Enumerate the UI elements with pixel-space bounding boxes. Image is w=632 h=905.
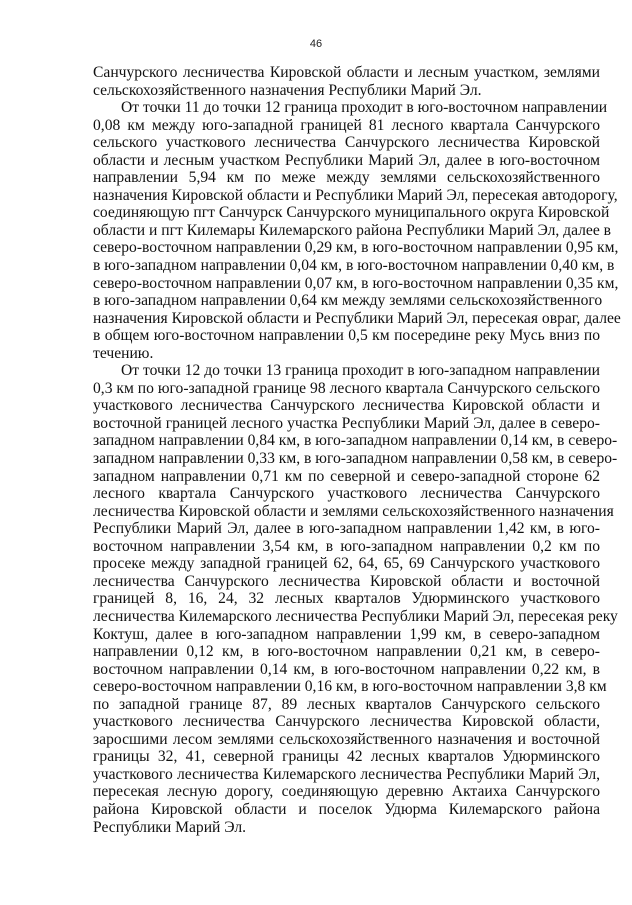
text-line: соединяющую пгт Санчурск Санчурского муниципального округа Кировской: [93, 204, 610, 222]
text-line: по западной границе 87, 89 лесных кварталов Санчурского сельского: [93, 695, 600, 713]
text-line: района Кировской области и поселок Удюрма Килемарского района: [93, 800, 600, 818]
text-line: в юго-западном направлении 0,04 км, в юго-восточном направлении 0,40 км, в: [93, 257, 615, 275]
text-line: в общем юго-восточном направлении 0,5 км посередине реку Мусь вниз по: [93, 327, 600, 345]
text-line: лесного квартала Санчурского участкового лесничества Санчурского: [93, 485, 600, 503]
paragraph: [93, 64, 600, 99]
text-line: западном направлении 0,84 км, в юго-западном направлении 0,14 км, в северо-: [93, 432, 618, 450]
page-number: 46: [309, 38, 323, 50]
text-line: Республики Марий Эл.: [93, 818, 247, 836]
text-line: назначения Кировской области и Республики Марий Эл, пересекая овраг, далее: [93, 309, 621, 327]
text-line: восточной границей лесного участка Республики Марий Эл, далее в северо-: [93, 414, 600, 432]
text-line: лесничества Кировской области и землями сельскохозяйственного назначения: [93, 502, 614, 520]
text-line: назначения Кировской области и Республики Марий Эл, пересекая автодорогу,: [93, 186, 618, 204]
paragraph: [93, 99, 621, 362]
text-line: области и пгт Килемары Килемарского района Республики Марий Эл, далее в: [93, 221, 612, 239]
text-line: просеке между западной границей 62, 64, 65, 69 Санчурского участкового: [93, 555, 600, 573]
text-line: направлении 0,12 км, в юго-восточном направлении 0,21 км, в северо-: [93, 643, 600, 661]
text-line: направлении 5,94 км по меже между землями сельскохозяйственного: [93, 169, 600, 187]
text-line: сельского участкового лесничества Санчурского лесничества Кировской: [93, 134, 600, 152]
text-line: северо-восточном направлении 0,16 км, в юго-восточном направлении 3,8 км: [93, 678, 607, 696]
text-line: северо-восточном направлении 0,07 км, в юго-восточном направлении 0,35 км,: [93, 274, 619, 292]
text-line: сельскохозяйственного назначения Республики Марий Эл.: [93, 81, 482, 99]
document-body: [93, 64, 621, 836]
text-line: Санчурского лесничества Кировской области и лесным участком, землями: [93, 64, 600, 81]
text-line: 0,08 км между юго-западной границей 81 лесного квартала Санчурского: [93, 116, 600, 134]
text-line: течению.: [93, 344, 154, 362]
text-line: заросшими лесом землями сельскохозяйственного назначения и восточной: [93, 730, 600, 748]
text-line: границей 8, 16, 24, 32 лесных кварталов Удюрминского участкового: [93, 590, 600, 608]
text-line: От точки 12 до точки 13 граница проходит в юго-западном направлении: [121, 362, 600, 380]
text-line: восточном направлении 3,54 км, в юго-западном направлении 0,2 км по: [93, 537, 600, 555]
text-line: западном направлении 0,33 км, в юго-западном направлении 0,58 км, в северо-: [93, 450, 618, 468]
text-line: участкового лесничества Килемарского лесничества Республики Марий Эл,: [93, 765, 600, 783]
text-line: 0,3 км по юго-западной границе 98 лесного квартала Санчурского сельского: [93, 379, 600, 397]
text-line: границы 32, 41, северной границы 42 лесных кварталов Удюрминского: [93, 748, 600, 766]
text-line: в юго-западном направлении 0,64 км между землями сельскохозяйственного: [93, 292, 603, 310]
text-line: участкового лесничества Санчурского лесничества Кировской области и: [93, 397, 600, 415]
text-line: пересекая лесную дорогу, соединяющую деревню Актаиха Санчурского: [93, 783, 600, 801]
text-line: участкового лесничества Санчурского лесничества Кировской области,: [93, 713, 600, 731]
text-line: восточном направлении 0,14 км, в юго-восточном направлении 0,22 км, в: [93, 660, 600, 678]
text-line: Республики Марий Эл, далее в юго-западном направлении 1,42 км, в юго-: [93, 520, 600, 538]
text-line: лесничества Санчурского лесничества Кировской области и восточной: [93, 572, 600, 590]
text-line: области и лесным участком Республики Марий Эл, далее в юго-восточном: [93, 151, 600, 169]
text-line: Коктуш, далее в юго-западном направлении 1,99 км, в северо-западном: [93, 625, 600, 643]
text-line: западном направлении 0,71 км по северной и северо-западной стороне 62: [93, 467, 600, 485]
text-line: От точки 11 до точки 12 граница проходит в юго-восточном направлении: [121, 99, 608, 117]
text-line: лесничества Килемарского лесничества Республики Марий Эл, пересекая реку: [93, 607, 618, 625]
paragraph: [93, 362, 618, 836]
text-line: северо-восточном направлении 0,29 км, в юго-восточном направлении 0,95 км,: [93, 239, 619, 257]
